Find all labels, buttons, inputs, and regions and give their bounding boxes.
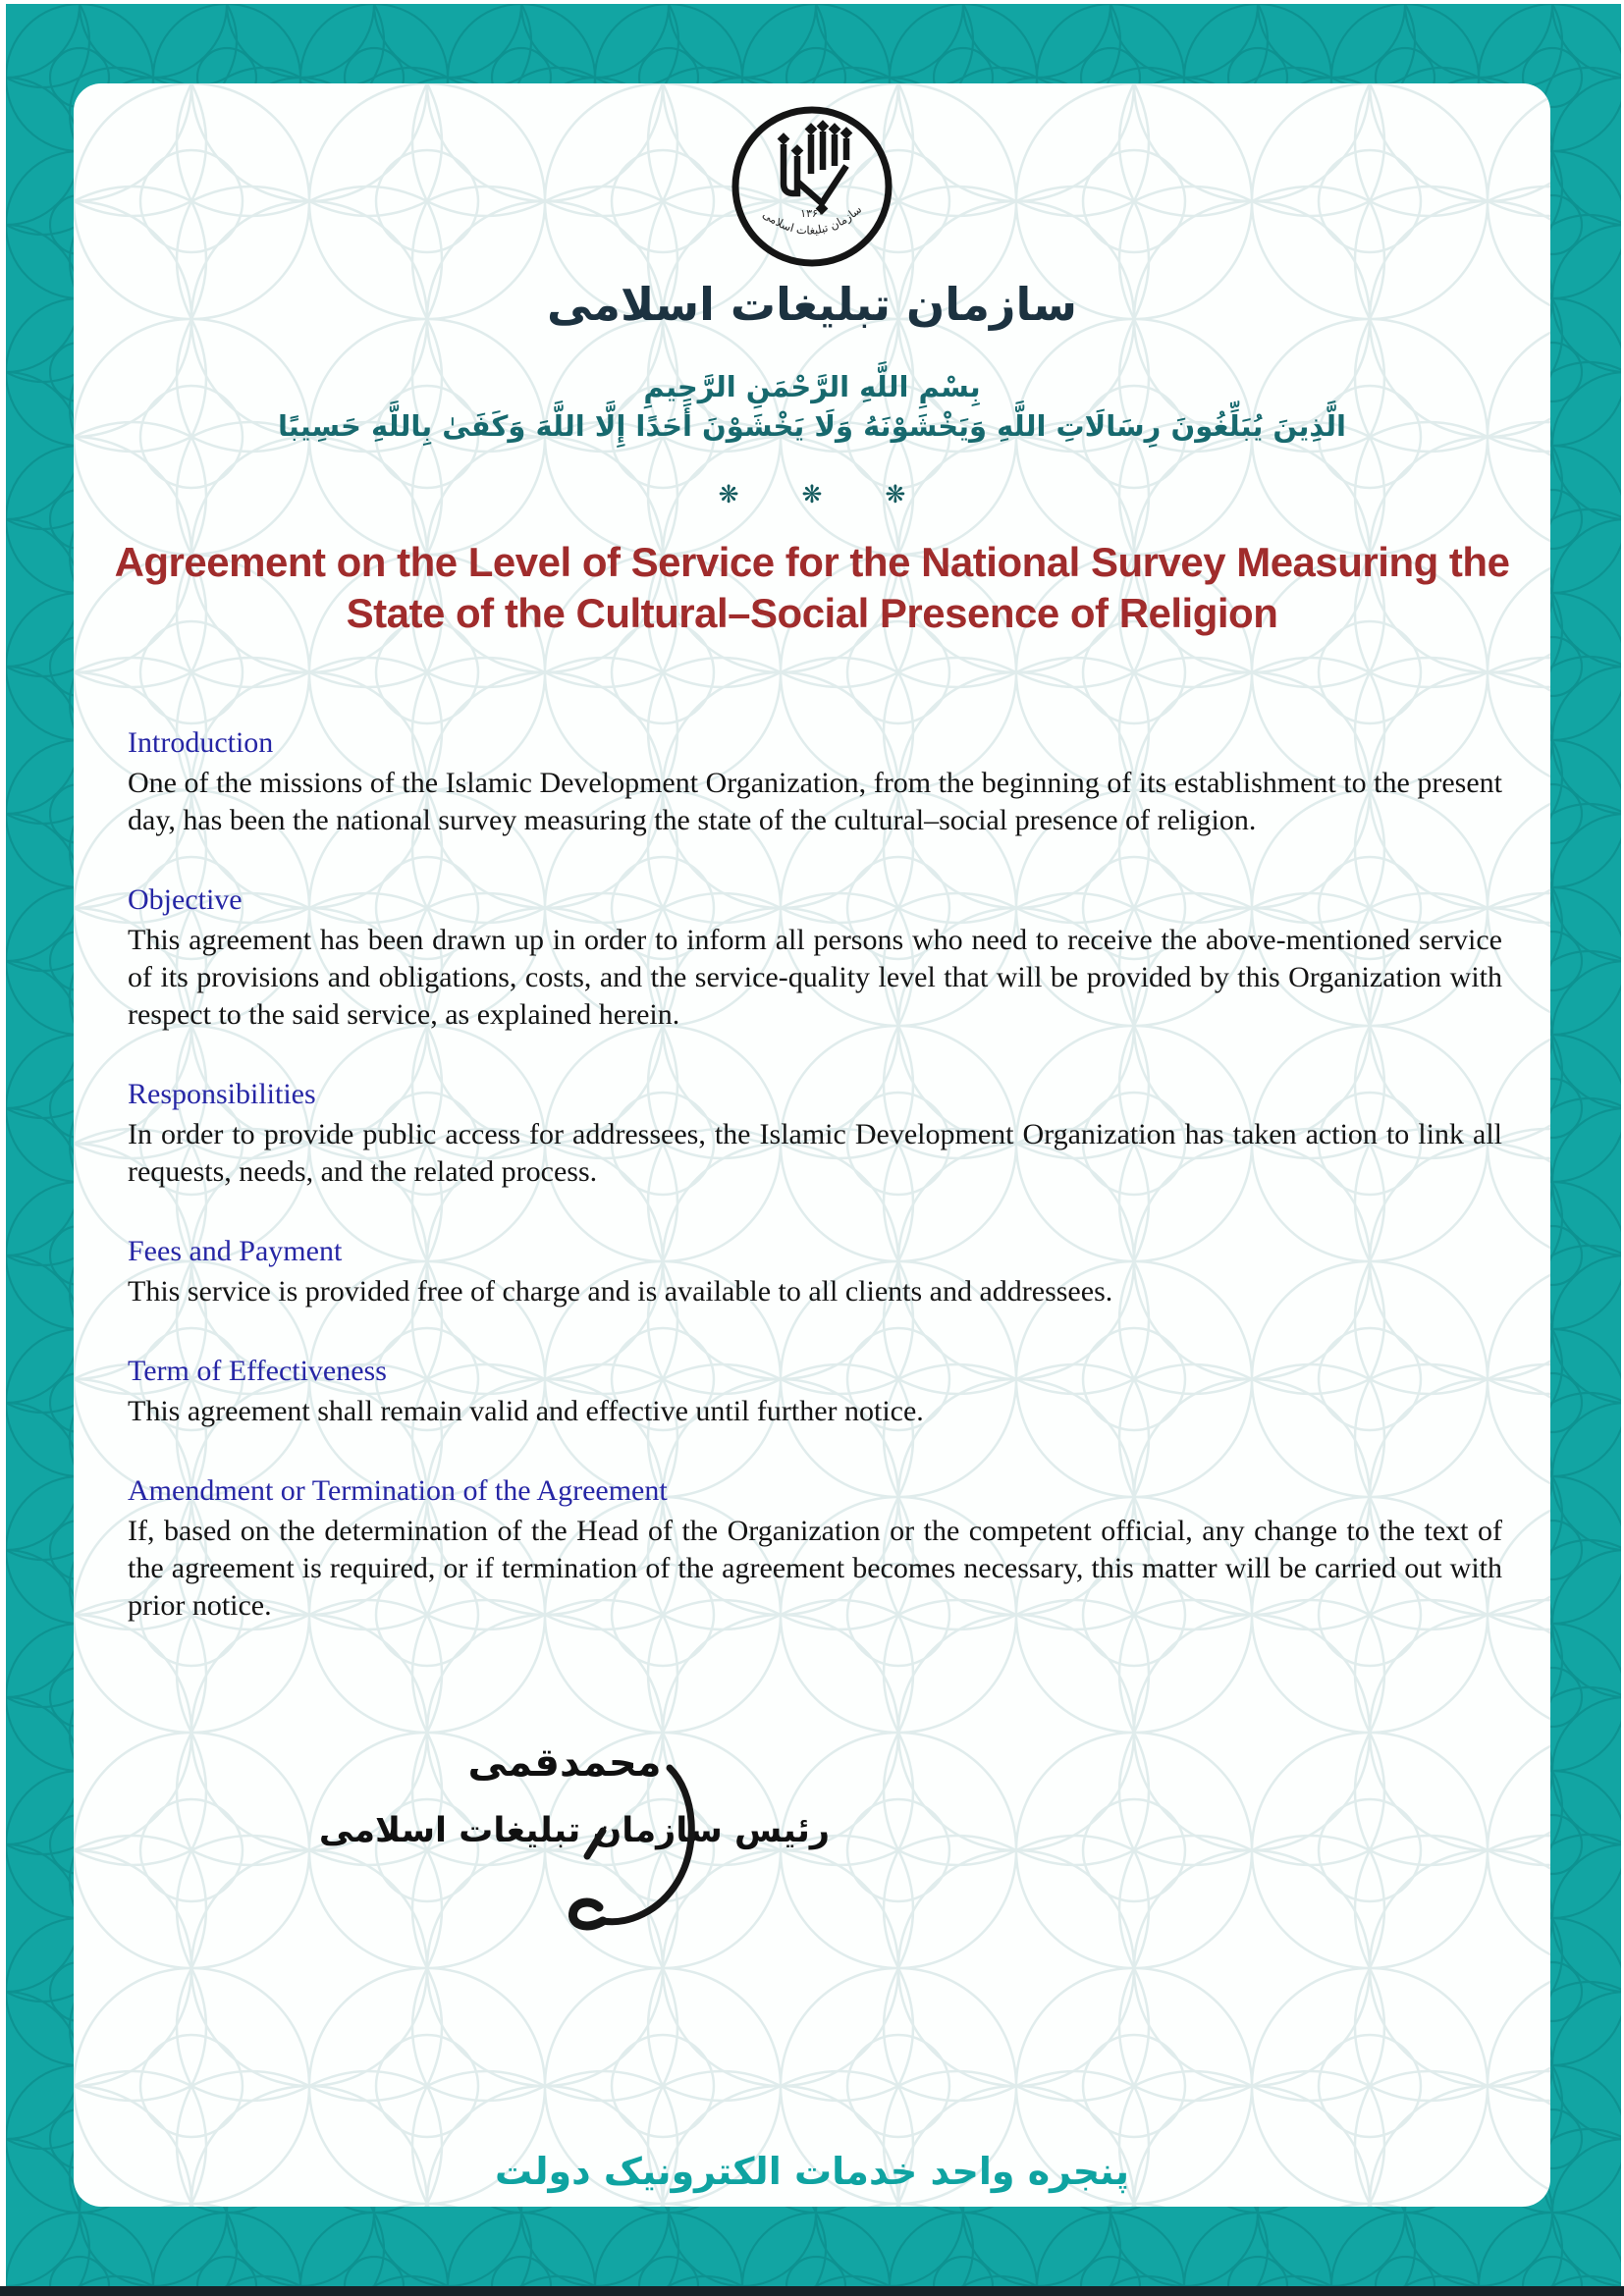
bottom-edge-bar bbox=[0, 2286, 1624, 2296]
flower-asterisk-separator: ❋ ❋ ❋ bbox=[718, 480, 934, 508]
section-term-of-effectiveness bbox=[128, 1352, 1502, 1430]
section-responsibilities bbox=[128, 1075, 1502, 1191]
logo-arc-text: سازمان تبلیغات اسلامی bbox=[760, 201, 865, 238]
section-body: One of the missions of the Islamic Development Organization, from the beginning of its establishment to the present day, has been the national survey measuring the state of the cultural–social presence of religion. bbox=[128, 767, 1502, 836]
section-heading: Fees and Payment bbox=[128, 1235, 343, 1267]
section-body: This agreement shall remain valid and effective until further notice. bbox=[128, 1395, 924, 1427]
section-amendment-or-termination bbox=[128, 1471, 1502, 1625]
section-body: This agreement has been drawn up in order to inform all persons who need to receive the above-mentioned service of its provisions and obligations, costs, and the service-quality level that will be provided by this Organization with respect to the said service, as explained herein. bbox=[128, 924, 1502, 1031]
islamic-development-organization-emblem-icon bbox=[729, 103, 895, 270]
section-heading: Amendment or Termination of the Agreement bbox=[128, 1474, 668, 1507]
section-body: This service is provided free of charge and is available to all clients and addressees. bbox=[128, 1275, 1113, 1308]
organization-calligraphy: سازمان تبلیغات اسلامی bbox=[546, 278, 1078, 331]
signer-name: محمدقمی bbox=[467, 1740, 662, 1786]
footer-slogan: پنجره واحد خدمات الکترونیک دولت bbox=[495, 2150, 1129, 2193]
quran-verse-line: الَّذِينَ يُبَلِّغُونَ رِسَالَاتِ اللَّهِ وَيَخْشَوْنَهُ وَلَا يَخْشَوْنَ أَحَدًا إِلَّا اللَّهَ وَكَفَىٰ بِاللَّهِ حَسِيبًا bbox=[277, 409, 1346, 443]
section-body: If, based on the determination of the Head of the Organization or the competent official, any change to the text of the agreement is required, or if termination of the agreement becomes necessary, this matter will be carried out with prior notice. bbox=[128, 1515, 1502, 1622]
organization-logo bbox=[729, 103, 895, 275]
section-heading: Objective bbox=[128, 883, 243, 916]
section-fees-and-payment bbox=[128, 1232, 1502, 1310]
section-body: In order to provide public access for addressees, the Islamic Development Organization has taken action to link all requests, needs, and the related process. bbox=[128, 1118, 1502, 1188]
section-objective bbox=[128, 881, 1502, 1034]
document-body bbox=[128, 723, 1502, 1625]
bismillah-line: بِسْمِ اللَّهِ الرَّحْمَنِ الرَّحِيمِ bbox=[643, 370, 981, 403]
teal-pattern-border bbox=[6, 4, 1621, 2286]
document-title: Agreement on the Level of Service for the National Survey Measuring the State of the Cultural–Social Presence of Religion bbox=[114, 539, 1510, 636]
section-introduction bbox=[128, 723, 1502, 839]
signer-title: رئیس سازمان تبلیغات اسلامی bbox=[318, 1811, 831, 1850]
handwritten-signature-icon bbox=[550, 1760, 722, 1932]
logo-year: ۱۳۶۰ bbox=[800, 207, 824, 220]
section-heading: Responsibilities bbox=[128, 1078, 316, 1110]
section-heading: Introduction bbox=[128, 726, 274, 759]
signature-block bbox=[299, 1693, 849, 2017]
section-heading: Term of Effectiveness bbox=[128, 1355, 387, 1387]
document-card bbox=[74, 83, 1550, 2207]
